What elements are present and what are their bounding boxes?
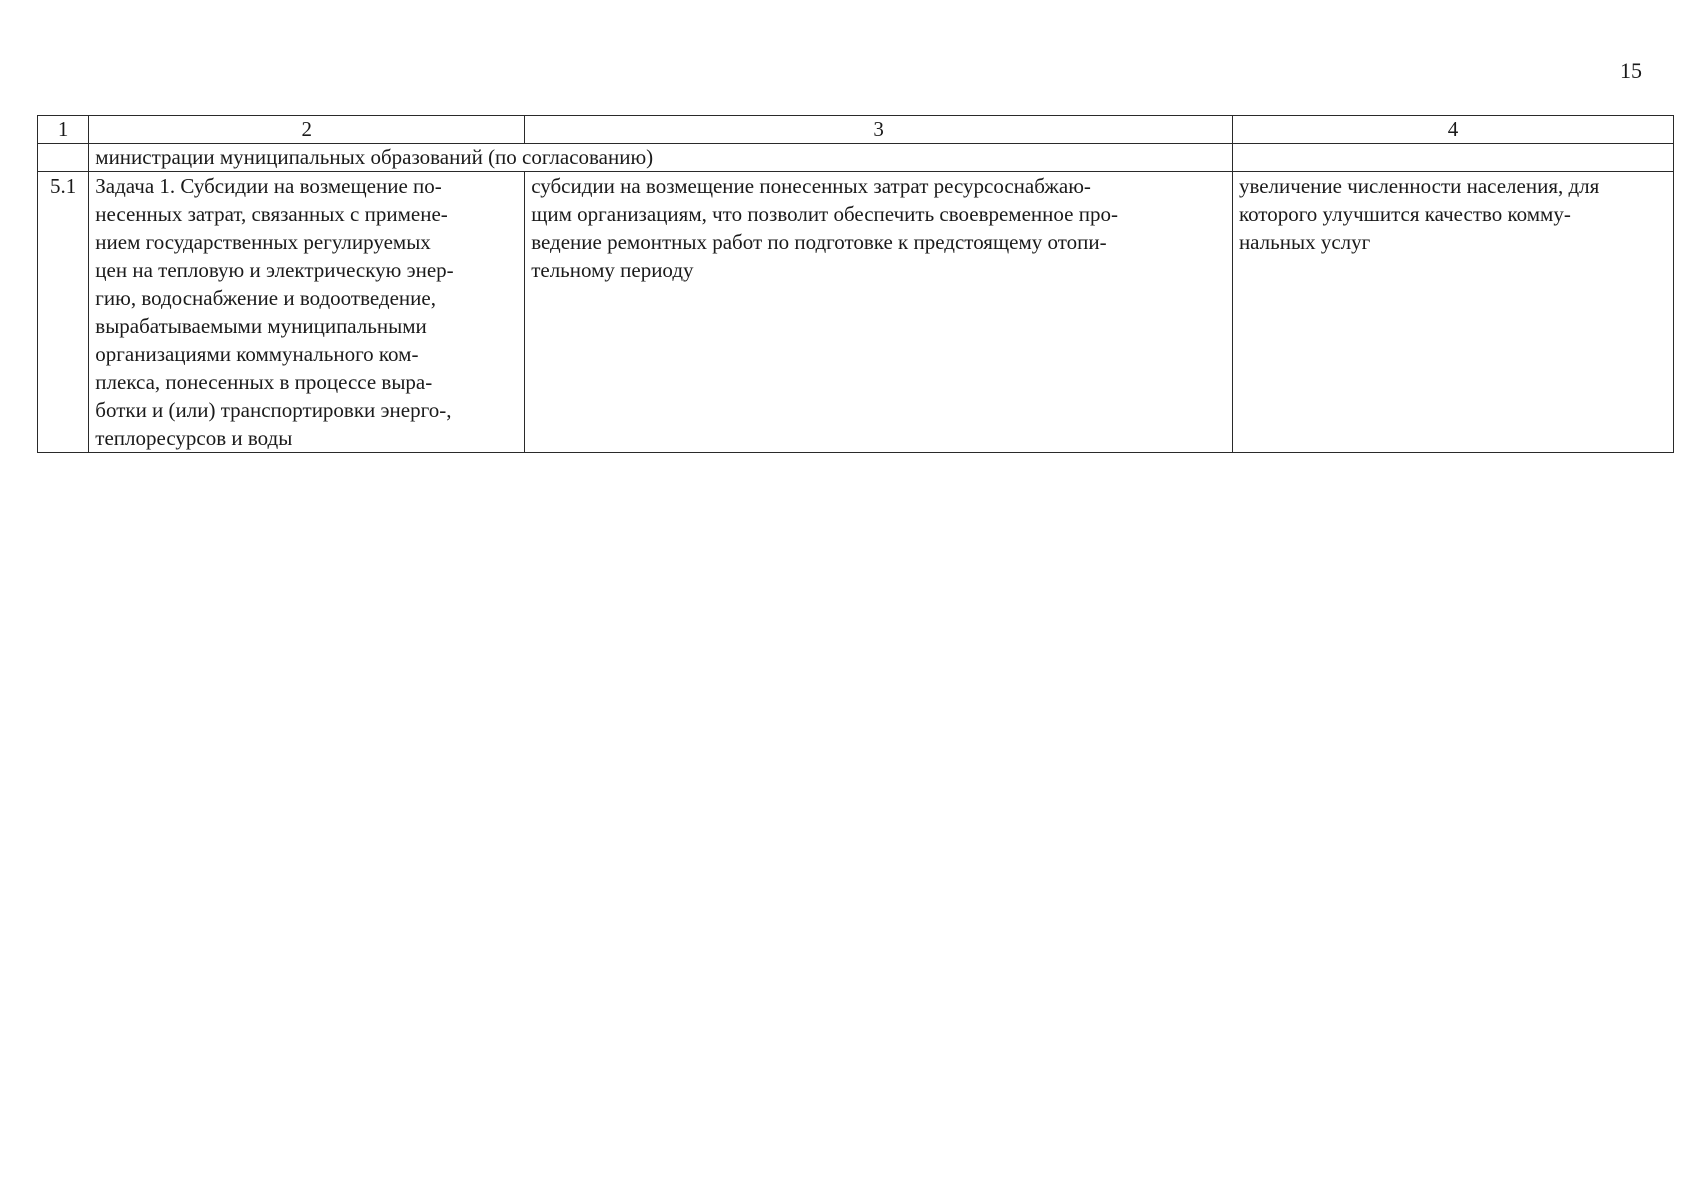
header-cell-1: 1	[38, 116, 89, 144]
row-number-cell: 5.1	[38, 172, 89, 453]
continuation-empty-cell	[1232, 144, 1673, 172]
program-table	[37, 115, 1674, 453]
measures-text: субсидии на возмещение понесенных затрат ресурсоснабжаю- щим организациям, что позволит обеспечить своевременное про- ведение ремонтных работ по подготовке к предстоящему отопи- тельному периоду	[531, 174, 1118, 282]
table-row-continuation	[38, 144, 1674, 172]
header-cell-3: 3	[525, 116, 1233, 144]
table-row	[38, 172, 1674, 453]
continuation-num-cell	[38, 144, 89, 172]
task-cell	[89, 172, 525, 453]
measures-cell	[525, 172, 1233, 453]
header-cell-4: 4	[1232, 116, 1673, 144]
page-number: 15	[1620, 58, 1642, 83]
results-cell	[1232, 172, 1673, 453]
header-cell-2: 2	[89, 116, 525, 144]
continuation-text-cell: министрации муниципальных образований (по согласованию)	[89, 144, 1233, 172]
results-text: увеличение численности населения, для которого улучшится качество комму- нальных услуг	[1238, 174, 1600, 254]
table-header-row	[38, 116, 1674, 144]
task-text: Задача 1. Субсидии на возмещение по- несенных затрат, связанных с примене- нием государственных регулируемых цен на тепловую и электрическую энер- гию, водоснабжение и водоотведение, вырабатываемыми муниципальными организациями коммунального ком- плекса, понесенных в процессе выра- ботки и (или) транспортировки энерго-, теплоресурсов и воды	[95, 174, 454, 450]
